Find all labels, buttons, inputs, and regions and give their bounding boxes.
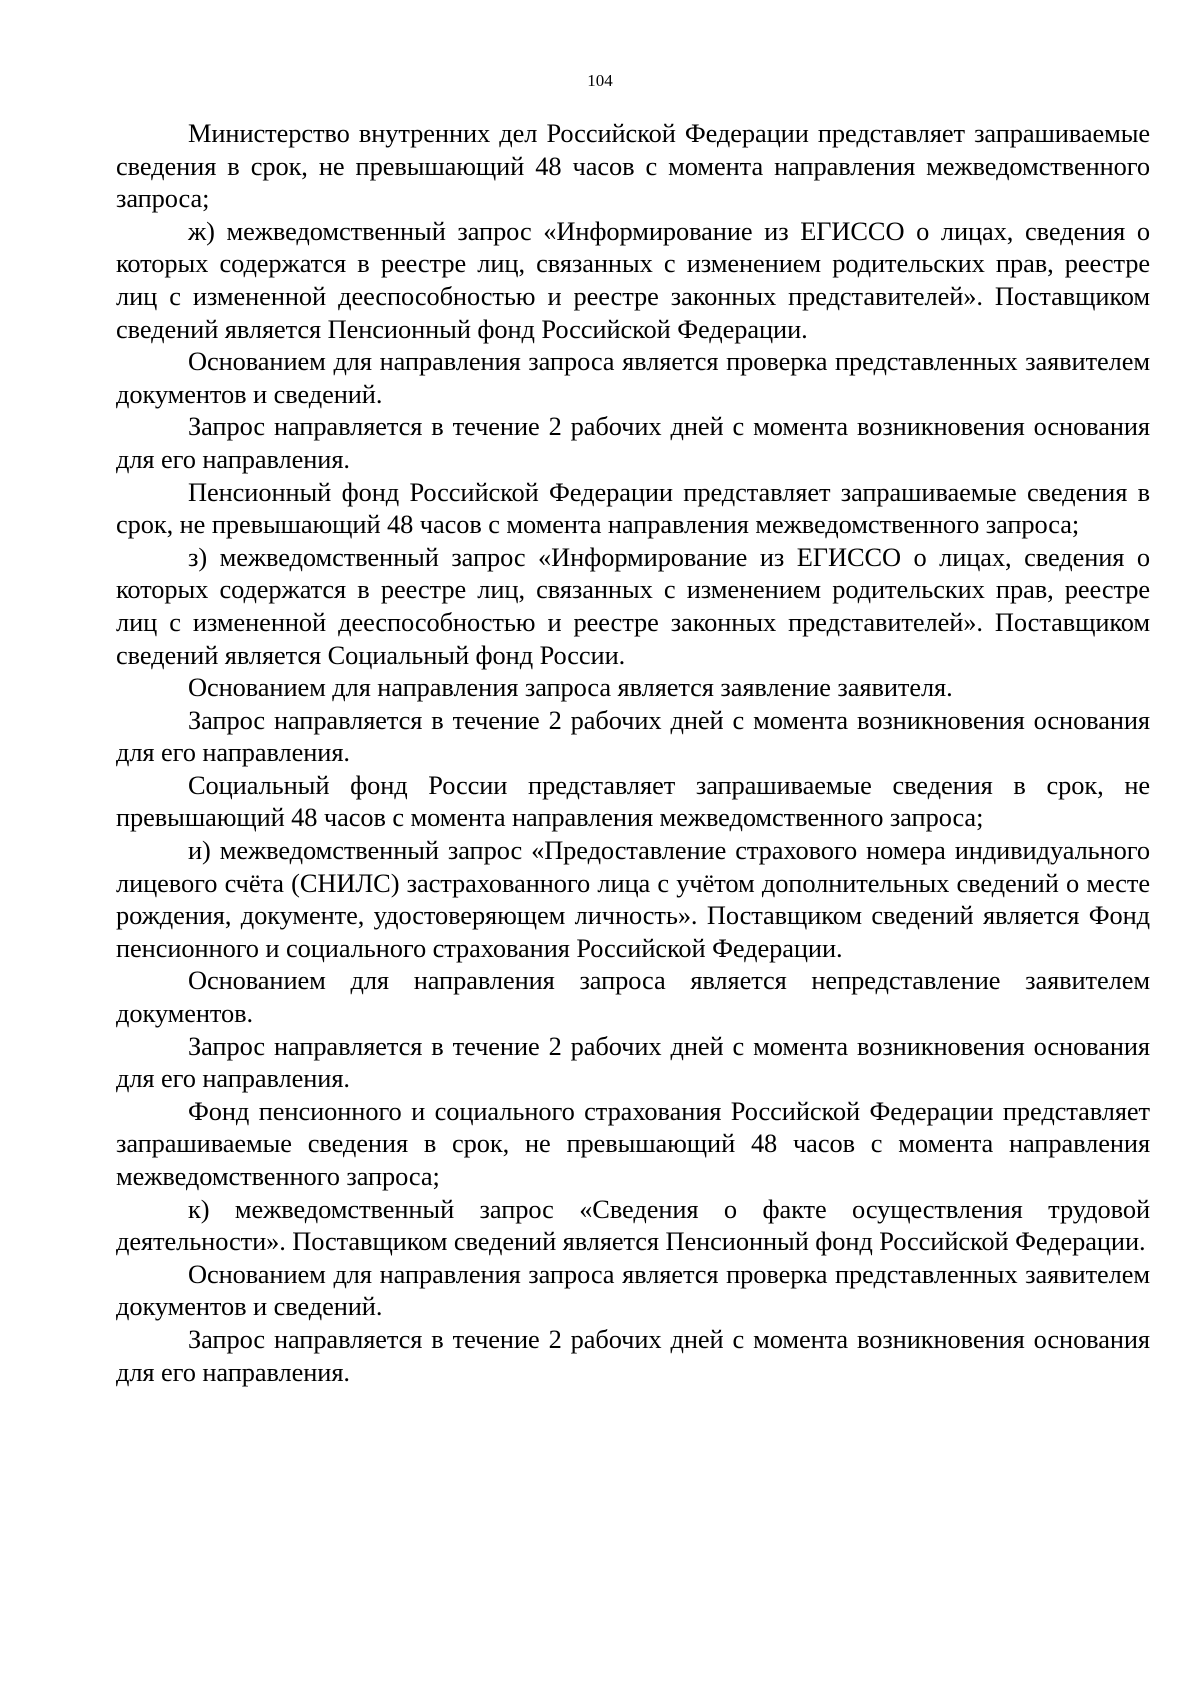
paragraph: Запрос направляется в течение 2 рабочих дней с момента возникновения основания для его направления. (116, 411, 1150, 474)
paragraph: Основанием для направления запроса является заявление заявителя. (188, 672, 953, 703)
paragraph: Запрос направляется в течение 2 рабочих дней с момента возникновения основания для его направления. (116, 704, 1150, 768)
paragraph: Запрос направляется в течение 2 рабочих дней с момента возникновения основания для его направления. (116, 1323, 1150, 1387)
paragraph: Основанием для направления запроса является проверка представленных заявителем документов и сведений. (116, 346, 1150, 409)
paragraph: Фонд пенсионного и социального страхования Российской Федерации представляет запрашиваемые сведения в срок, не превышающий 48 часов с момента направления межведомственного запроса; (116, 1095, 1150, 1191)
page-number: 104 (587, 71, 613, 90)
paragraph: к) межведомственный запрос «Сведения о факте осуществления трудовой деятельности». Поставщиком сведений является Пенсионный фонд Российской Федерации. (116, 1193, 1150, 1257)
paragraph: Основанием для направления запроса является проверка представленных заявителем документов и сведений. (116, 1258, 1150, 1322)
paragraph: Основанием для направления запроса является непредставление заявителем документов. (116, 965, 1150, 1029)
paragraph: Пенсионный фонд Российской Федерации представляет запрашиваемые сведения в срок, не превышающий 48 часов с момента направления межведомственного запроса; (116, 476, 1150, 540)
paragraph: Министерство внутренних дел Российской Федерации представляет запрашиваемые сведения в срок, не превышающий 48 часов с момента направления межведомственного запроса; (116, 118, 1150, 214)
paragraph: и) межведомственный запрос «Предоставление страхового номера индивидуального лицевого счёта (СНИЛС) застрахованного лица с учётом дополнительных сведений о месте рождения, документе, удостоверяющем личность». Поставщиком сведений является Фонд пенсионного и социального страхования Российской Федерации. (116, 835, 1150, 963)
document-body (116, 117, 1150, 1388)
paragraph: Социальный фонд России представляет запрашиваемые сведения в срок, не превышающий 48 часов с момента направления межведомственного запроса; (116, 769, 1150, 833)
paragraph: з) межведомственный запрос «Информирование из ЕГИССО о лицах, сведения о которых содержатся в реестре лиц, связанных с изменением родительских прав, реестре лиц с измененной дееспособностью и реестре законных представителей». Поставщиком сведений является Социальный фонд России. (116, 541, 1150, 670)
paragraph: Запрос направляется в течение 2 рабочих дней с момента возникновения основания для его направления. (116, 1030, 1150, 1094)
paragraph: ж) межведомственный запрос «Информирование из ЕГИССО о лицах, сведения о которых содержатся в реестре лиц, связанных с изменением родительских прав, реестре лиц с измененной дееспособностью и реестре законных представителей». Поставщиком сведений является Пенсионный фонд Российской Федерации. (116, 215, 1150, 344)
